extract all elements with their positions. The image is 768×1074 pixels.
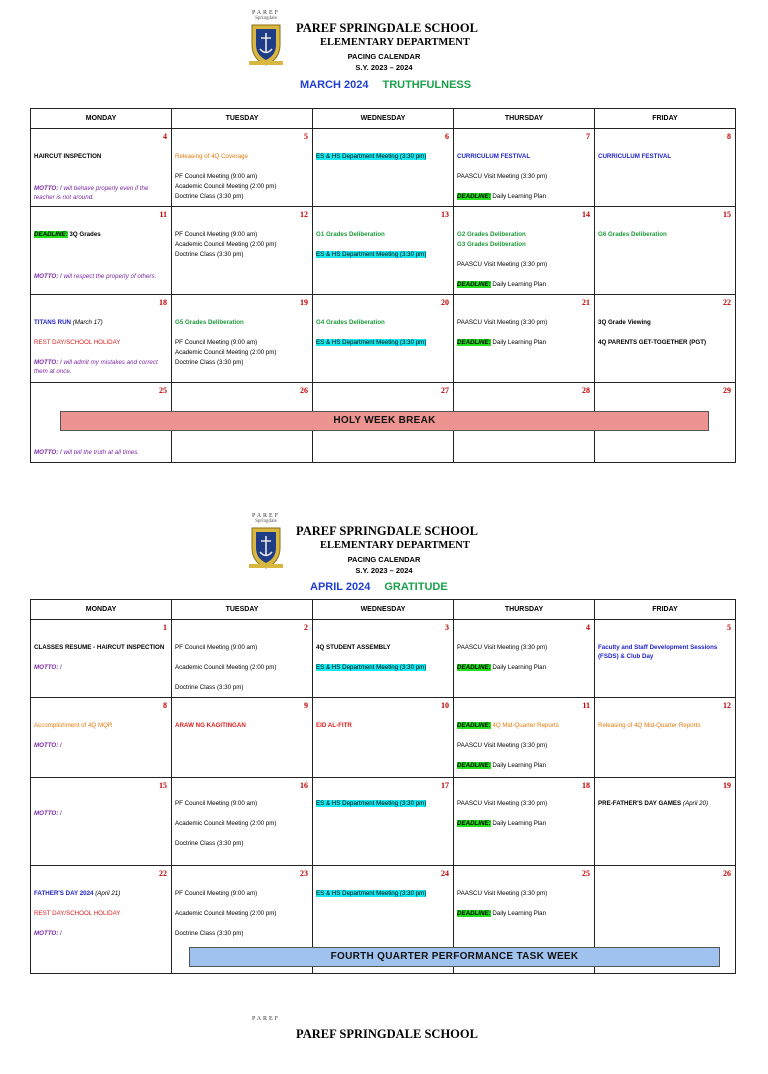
day-number: 14 bbox=[582, 210, 590, 219]
event: PF Council Meeting (9:00 am) bbox=[175, 644, 258, 651]
day-cell bbox=[454, 620, 595, 698]
day-cell bbox=[454, 129, 595, 207]
motto: MOTTO: I will admit my mistakes and correct them at once. bbox=[34, 359, 158, 375]
motto: MOTTO: I bbox=[34, 742, 62, 749]
day-cell bbox=[595, 295, 736, 383]
day-number: 2 bbox=[304, 623, 308, 632]
event: PF Council Meeting (9:00 am) bbox=[175, 173, 258, 180]
logo-sub: Springdale bbox=[255, 519, 277, 524]
virtue-label: GRATITUDE bbox=[384, 581, 448, 593]
motto: MOTTO: I will behave properly even if the teacher is not around. bbox=[34, 185, 149, 201]
april-title bbox=[310, 581, 448, 593]
event: REST DAY/SCHOOL HOLIDAY bbox=[34, 339, 121, 346]
day-number: 15 bbox=[159, 781, 167, 790]
day-number: 11 bbox=[159, 210, 167, 219]
day-number: 28 bbox=[582, 386, 590, 395]
event: Doctrine Class (3:30 pm) bbox=[175, 840, 244, 847]
day-cell bbox=[172, 207, 313, 295]
event: Academic Council Meeting (2:00 pm) bbox=[175, 820, 277, 827]
motto: MOTTO: I bbox=[34, 810, 62, 817]
march-header bbox=[0, 10, 768, 72]
april-calendar-table bbox=[30, 599, 736, 974]
day-cell bbox=[595, 207, 736, 295]
day-number: 22 bbox=[159, 869, 167, 878]
day-cell bbox=[454, 207, 595, 295]
event: ES & HS Department Meeting (3:30 pm) bbox=[316, 890, 427, 897]
header-monday: MONDAY bbox=[31, 600, 172, 620]
day-cell bbox=[454, 778, 595, 866]
day-number: 29 bbox=[723, 386, 731, 395]
day-cell bbox=[595, 698, 736, 778]
logo-sub: Springdale bbox=[255, 16, 277, 21]
school-logo bbox=[241, 1016, 291, 1074]
day-number: 27 bbox=[441, 386, 449, 395]
event: CLASSES RESUME - HAIRCUT INSPECTION bbox=[34, 644, 165, 651]
header-wednesday: WEDNESDAY bbox=[313, 600, 454, 620]
day-cell bbox=[172, 620, 313, 698]
header-tuesday: TUESDAY bbox=[172, 600, 313, 620]
deadline-event: DEADLINE: Daily Learning Plan bbox=[457, 762, 547, 769]
day-number: 5 bbox=[304, 132, 308, 141]
day-number: 9 bbox=[304, 701, 308, 710]
weekday-header-row bbox=[31, 600, 736, 620]
event: 3Q Grade Viewing bbox=[598, 319, 651, 326]
event: Accomplishment of 4Q MQR bbox=[34, 722, 113, 729]
event: Releasing of 4Q Coverage bbox=[175, 153, 248, 160]
day-number: 15 bbox=[723, 210, 731, 219]
header-friday: FRIDAY bbox=[595, 109, 736, 129]
day-number: 4 bbox=[586, 623, 590, 632]
day-cell bbox=[595, 778, 736, 866]
event: G5 Grades Deliberation bbox=[175, 319, 244, 326]
shield-crest-icon bbox=[248, 526, 284, 570]
deadline-event: DEADLINE: 3Q Grades bbox=[34, 231, 101, 238]
school-logo bbox=[241, 513, 291, 571]
school-year: S.Y. 2023 – 2024 bbox=[355, 63, 413, 72]
school-name: PAREF SPRINGDALE SCHOOL bbox=[296, 1027, 478, 1041]
shield-crest-icon bbox=[248, 23, 284, 67]
event: Releasing of 4Q Mid-Quarter Reports bbox=[598, 722, 701, 729]
day-number: 26 bbox=[723, 869, 731, 878]
day-number: 7 bbox=[586, 132, 590, 141]
deadline-event: DEADLINE: Daily Learning Plan bbox=[457, 281, 547, 288]
day-cell bbox=[172, 295, 313, 383]
event: 4Q PARENTS GET-TOGETHER (PGT) bbox=[598, 339, 707, 346]
deadline-event: DEADLINE: 4Q Mid-Quarter Reports bbox=[457, 722, 559, 729]
logo-brand: PAREF bbox=[251, 513, 281, 519]
day-number: 13 bbox=[441, 210, 449, 219]
day-number: 11 bbox=[582, 701, 590, 710]
day-number: 3 bbox=[445, 623, 449, 632]
day-cell bbox=[31, 620, 172, 698]
day-number: 4 bbox=[163, 132, 167, 141]
event: REST DAY/SCHOOL HOLIDAY bbox=[34, 910, 121, 917]
motto: MOTTO: I will respect the property of others. bbox=[34, 273, 157, 280]
event: G3 Grades Deliberation bbox=[457, 241, 526, 248]
event: G4 Grades Deliberation bbox=[316, 319, 385, 326]
next-header bbox=[0, 1016, 768, 1074]
logo-brand: PAREF bbox=[251, 10, 281, 16]
day-number: 22 bbox=[723, 298, 731, 307]
day-number: 24 bbox=[441, 869, 449, 878]
day-cell bbox=[172, 129, 313, 207]
header-monday: MONDAY bbox=[31, 109, 172, 129]
event: Academic Council Meeting (2:00 pm) bbox=[175, 241, 277, 248]
day-number: 23 bbox=[300, 869, 308, 878]
event: G2 Grades Deliberation bbox=[457, 231, 526, 238]
day-number: 19 bbox=[723, 781, 731, 790]
day-number: 1 bbox=[163, 623, 167, 632]
motto: MOTTO: I will tell the truth at all times. bbox=[34, 449, 140, 456]
month-label: APRIL 2024 bbox=[310, 581, 371, 593]
event: PF Council Meeting (9:00 am) bbox=[175, 800, 258, 807]
performance-task-band: FOURTH QUARTER PERFORMANCE TASK WEEK bbox=[189, 947, 720, 967]
day-cell bbox=[313, 129, 454, 207]
department-name: ELEMENTARY DEPARTMENT bbox=[320, 540, 470, 551]
department-name: ELEMENTARY DEPARTMENT bbox=[320, 37, 470, 48]
table-row bbox=[31, 778, 736, 866]
virtue-label: TRUTHFULNESS bbox=[382, 79, 472, 91]
event: Doctrine Class (3:30 pm) bbox=[175, 930, 244, 937]
day-cell bbox=[31, 866, 172, 974]
deadline-event: DEADLINE: Daily Learning Plan bbox=[457, 910, 547, 917]
day-number: 26 bbox=[300, 386, 308, 395]
table-row bbox=[31, 295, 736, 383]
day-number: 8 bbox=[727, 132, 731, 141]
event: ES & HS Department Meeting (3:30 pm) bbox=[316, 339, 427, 346]
deadline-event: DEADLINE: Daily Learning Plan bbox=[457, 820, 547, 827]
school-logo bbox=[241, 10, 291, 68]
day-cell bbox=[313, 207, 454, 295]
day-number: 16 bbox=[300, 781, 308, 790]
event: ES & HS Department Meeting (3:30 pm) bbox=[316, 153, 427, 160]
day-cell bbox=[595, 129, 736, 207]
day-number: 10 bbox=[441, 701, 449, 710]
event: G1 Grades Deliberation bbox=[316, 231, 385, 238]
day-number: 5 bbox=[727, 623, 731, 632]
day-number: 18 bbox=[159, 298, 167, 307]
day-cell bbox=[313, 778, 454, 866]
calendar-title: PACING CALENDAR bbox=[347, 555, 421, 564]
event: FATHER'S DAY 2024 (April 21) bbox=[34, 890, 121, 897]
event: PAASCU Visit Meeting (3:30 pm) bbox=[457, 890, 548, 897]
event: PAASCU Visit Meeting (3:30 pm) bbox=[457, 261, 548, 268]
event: Doctrine Class (3:30 pm) bbox=[175, 684, 244, 691]
school-name: PAREF SPRINGDALE SCHOOL bbox=[296, 21, 478, 35]
event: Academic Council Meeting (2:00 pm) bbox=[175, 183, 277, 190]
day-number: 25 bbox=[582, 869, 590, 878]
day-cell bbox=[172, 778, 313, 866]
day-cell bbox=[31, 129, 172, 207]
calendar-title: PACING CALENDAR bbox=[347, 52, 421, 61]
april-header bbox=[0, 513, 768, 575]
month-label: MARCH 2024 bbox=[300, 79, 369, 91]
event: CURRICULUM FESTIVAL bbox=[598, 153, 672, 160]
day-number: 17 bbox=[441, 781, 449, 790]
holy-week-band: HOLY WEEK BREAK bbox=[60, 411, 709, 431]
motto: MOTTO: I bbox=[34, 930, 62, 937]
day-cell bbox=[313, 620, 454, 698]
motto: MOTTO: I bbox=[34, 664, 62, 671]
event: PRE-FATHER'S DAY GAMES (April 20) bbox=[598, 800, 709, 807]
header-thursday: THURSDAY bbox=[454, 600, 595, 620]
event: Doctrine Class (3:30 pm) bbox=[175, 251, 244, 258]
day-number: 8 bbox=[163, 701, 167, 710]
weekday-header-row bbox=[31, 109, 736, 129]
event: G6 Grades Deliberation bbox=[598, 231, 667, 238]
event: PAASCU Visit Meeting (3:30 pm) bbox=[457, 644, 548, 651]
school-year: S.Y. 2023 – 2024 bbox=[355, 566, 413, 575]
day-cell bbox=[31, 698, 172, 778]
event: PAASCU Visit Meeting (3:30 pm) bbox=[457, 319, 548, 326]
march-title bbox=[300, 79, 471, 91]
header-tuesday: TUESDAY bbox=[172, 109, 313, 129]
event: Academic Council Meeting (2:00 pm) bbox=[175, 349, 277, 356]
day-cell bbox=[454, 698, 595, 778]
logo-brand: PAREF bbox=[251, 1016, 281, 1022]
day-number: 18 bbox=[582, 781, 590, 790]
event: ARAW NG KAGITINGAN bbox=[175, 722, 246, 729]
event: PAASCU Visit Meeting (3:30 pm) bbox=[457, 800, 548, 807]
event: Doctrine Class (3:30 pm) bbox=[175, 193, 244, 200]
deadline-event: DEADLINE: Daily Learning Plan bbox=[457, 193, 547, 200]
day-cell bbox=[31, 778, 172, 866]
table-row bbox=[31, 620, 736, 698]
event: CURRICULUM FESTIVAL bbox=[457, 153, 531, 160]
day-number: 6 bbox=[445, 132, 449, 141]
event: Academic Council Meeting (2:00 pm) bbox=[175, 664, 277, 671]
day-cell bbox=[172, 698, 313, 778]
event: ES & HS Department Meeting (3:30 pm) bbox=[316, 800, 427, 807]
event: PAASCU Visit Meeting (3:30 pm) bbox=[457, 742, 548, 749]
event: PF Council Meeting (9:00 am) bbox=[175, 890, 258, 897]
deadline-event: DEADLINE: Daily Learning Plan bbox=[457, 339, 547, 346]
day-cell bbox=[454, 295, 595, 383]
event: Doctrine Class (3:30 pm) bbox=[175, 359, 244, 366]
event: ES & HS Department Meeting (3:30 pm) bbox=[316, 664, 427, 671]
event: Faculty and Staff Development Sessions (FSDS) & Club Day bbox=[598, 644, 718, 660]
school-name: PAREF SPRINGDALE SCHOOL bbox=[296, 524, 478, 538]
day-cell bbox=[313, 295, 454, 383]
day-number: 21 bbox=[582, 298, 590, 307]
march-calendar-table bbox=[30, 108, 736, 463]
table-row bbox=[31, 698, 736, 778]
deadline-event: DEADLINE: Daily Learning Plan bbox=[457, 664, 547, 671]
day-number: 20 bbox=[441, 298, 449, 307]
header-wednesday: WEDNESDAY bbox=[313, 109, 454, 129]
event: PAASCU Visit Meeting (3:30 pm) bbox=[457, 173, 548, 180]
event: 4Q STUDENT ASSEMBLY bbox=[316, 644, 391, 651]
event: Academic Council Meeting (2:00 pm) bbox=[175, 910, 277, 917]
day-number: 12 bbox=[300, 210, 308, 219]
day-cell bbox=[31, 295, 172, 383]
day-cell bbox=[313, 698, 454, 778]
table-row bbox=[31, 207, 736, 295]
event: ES & HS Department Meeting (3:30 pm) bbox=[316, 251, 427, 258]
day-number: 12 bbox=[723, 701, 731, 710]
day-number: 19 bbox=[300, 298, 308, 307]
header-friday: FRIDAY bbox=[595, 600, 736, 620]
table-row bbox=[31, 129, 736, 207]
day-cell bbox=[31, 207, 172, 295]
day-cell bbox=[595, 620, 736, 698]
event: EID AL-FITR bbox=[316, 722, 352, 729]
event: PF Council Meeting (9:00 am) bbox=[175, 231, 258, 238]
day-number: 25 bbox=[159, 386, 167, 395]
header-thursday: THURSDAY bbox=[454, 109, 595, 129]
event: PF Council Meeting (9:00 am) bbox=[175, 339, 258, 346]
event: HAIRCUT INSPECTION bbox=[34, 153, 102, 160]
event: TITANS RUN (March 17) bbox=[34, 319, 103, 326]
